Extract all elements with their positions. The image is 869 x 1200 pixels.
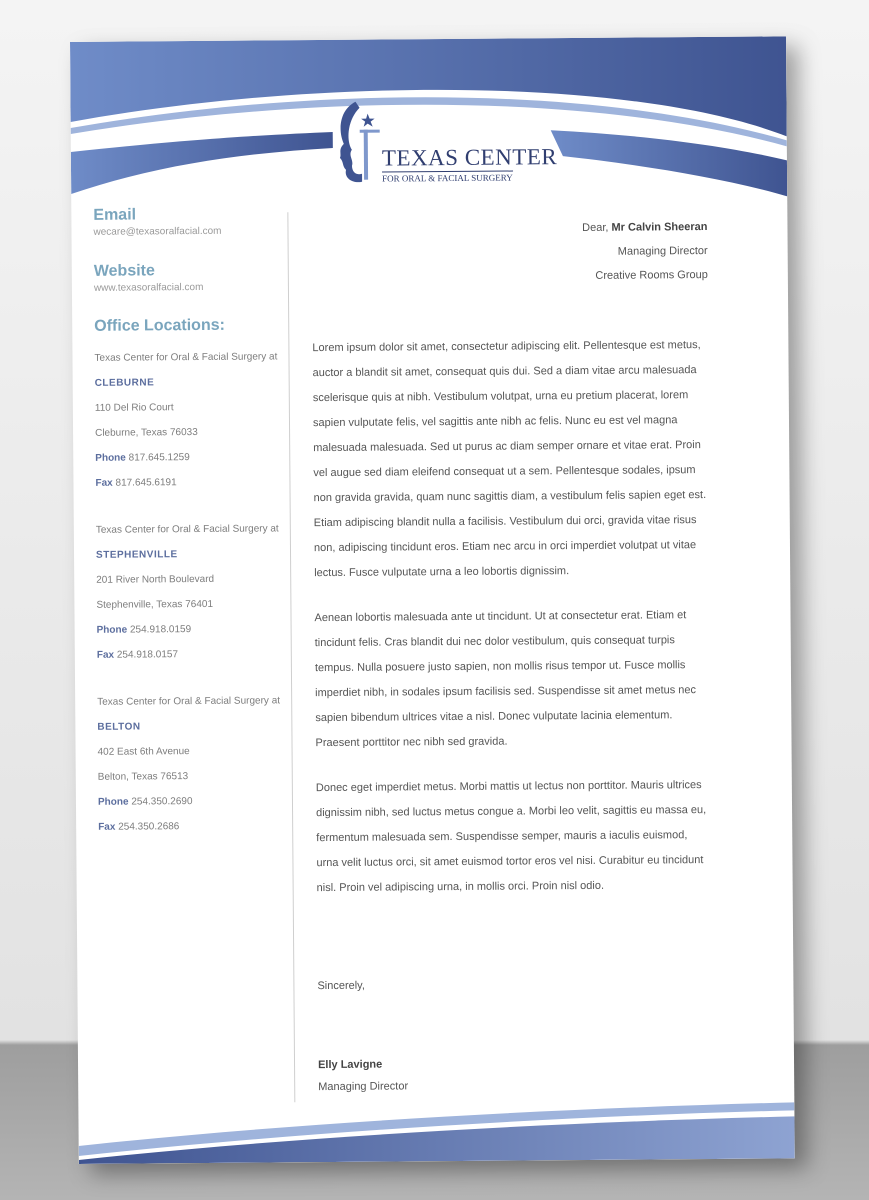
fax-label: Fax [98,821,116,833]
recipient-block [582,215,708,288]
email-heading: Email [93,206,137,224]
office-belton [97,688,284,839]
fax-label: Fax [96,649,115,661]
star-icon [361,114,375,127]
body-paragraph: Lorem ipsum dolor sit amet, consectetur adipiscing elit. Pellentesque est metus, auctor a blandit sit amet, consequat quis dui. Sed a diam vitae arcu malesuada scelerisque quis at nibh. Vestibulum volutpat, urna eu pretium placerat, lorem sapien vulputate felis, vel sagittis ante nibh ac felis. Nunc eu est vel magna malesuada malesuada. Sed ut purus ac diam semper ornare et vitae erat. Proin vel augue sed diam eleifend consequat ut a sem. Pellentesque sodales, ipsum non gravida gravida, quam nunc sagittis diam, a vestibulum felis sapien eget est. Etiam adipiscing blandit nulla a facilisis. Vestibulum dui orci, gravida vitae risus non, adipiscing tincidunt eros. Etiam nec arcu in orci imperdiet volutpat ut vitae lectus. Fusce vulputate urna a leo lobortis dignissim. [312,339,707,580]
office-fax [98,813,284,839]
website-value[interactable]: www.texasoralfacial.com [93,281,204,294]
closing-text: Sincerely, [317,979,365,993]
recipient-title: Managing Director [617,244,708,258]
office-city: STEPHENVILLE [95,549,178,561]
email-value[interactable]: wecare@texasoralfacial.com [93,225,222,238]
contact-sidebar [93,204,284,861]
office-fax [97,641,283,667]
office-cleburne [94,344,281,495]
office-phone [98,788,284,814]
recipient-company: Creative Rooms Group [595,268,708,282]
office-fax [95,469,281,495]
office-city: BELTON [97,721,141,733]
footer-swoosh [78,1066,795,1164]
office-intro: Texas Center for Oral & Facial Surgery at [97,695,281,708]
office-street: 201 River North Boulevard [96,573,215,586]
office-citystate: Cleburne, Texas 76033 [95,427,198,439]
salutation: Dear, [582,221,609,234]
office-city: CLEBURNE [94,377,155,389]
phone-label: Phone [96,624,128,636]
letter-body [312,333,713,921]
recipient-name: Mr Calvin Sheeran [611,220,708,234]
recipient-line [582,215,708,240]
column-divider [287,212,295,1102]
locations-heading: Office Locations: [94,316,225,335]
fax-number: 254.918.0157 [116,649,179,661]
phone-number[interactable]: 254.350.2690 [131,796,193,808]
logo-subtitle: FOR ORAL & FACIAL SURGERY [382,172,513,184]
phone-number[interactable]: 817.645.1259 [128,452,190,464]
office-phone [95,444,281,470]
phone-label: Phone [95,452,126,464]
body-paragraph: Aenean lobortis malesuada ante ut tincidunt. Ut at consectetur erat. Etiam et tincidunt felis. Cras blandit dui nec dolor vestibulum, quis consequat turpis tempus. Nulla posuere justo sapien, non mollis risus tempor ut. Fusce mollis imperdiet nibh, in sodales ipsum facilisis sed. Suspendisse sit amet metus nec sapien bibendum ultrices vitae a nisl. Donec vulputate lacinia elementum. Praesent porttitor nec nibh sed gravida. [314,609,697,750]
office-intro: Texas Center for Oral & Facial Surgery at [95,523,279,536]
letterhead-page [70,36,795,1164]
signer-title: Managing Director [318,1080,409,1094]
office-intro: Texas Center for Oral & Facial Surgery at [94,351,278,364]
profile-face-icon [333,100,382,190]
phone-label: Phone [97,796,129,808]
fax-number: 817.645.6191 [115,477,177,489]
website-heading: Website [93,262,155,280]
office-street: 110 Del Rio Court [94,402,174,414]
body-paragraph: Donec eget imperdiet metus. Morbi mattis ut lectus non porttitor. Mauris ultrices dignissim nibh, sed luctus metus congue a. Morbi leo velit, sagittis eu massa eu, fermentum malesuada sem. Suspendisse semper, mauris a iaculis euismod, urna velit luctus orci, sit amet euismod tortor eros vel nisi. Curabitur eu tincidunt nisl. Proin vel adipiscing urna, in mollis orci. Proin nisl odio. [315,779,707,895]
logo-name: TEXAS CENTER [381,144,558,171]
phone-number[interactable]: 254.918.0159 [129,624,192,636]
fax-number: 254.350.2686 [118,821,180,833]
office-stephenville [96,516,283,667]
office-citystate: Stephenville, Texas 76401 [96,598,214,611]
fax-label: Fax [95,477,113,489]
office-street: 402 East 6th Avenue [97,746,190,758]
signer-name: Elly Lavigne [317,1058,383,1072]
company-logo [333,98,558,190]
office-citystate: Belton, Texas 76513 [97,771,189,783]
office-phone [97,616,283,642]
